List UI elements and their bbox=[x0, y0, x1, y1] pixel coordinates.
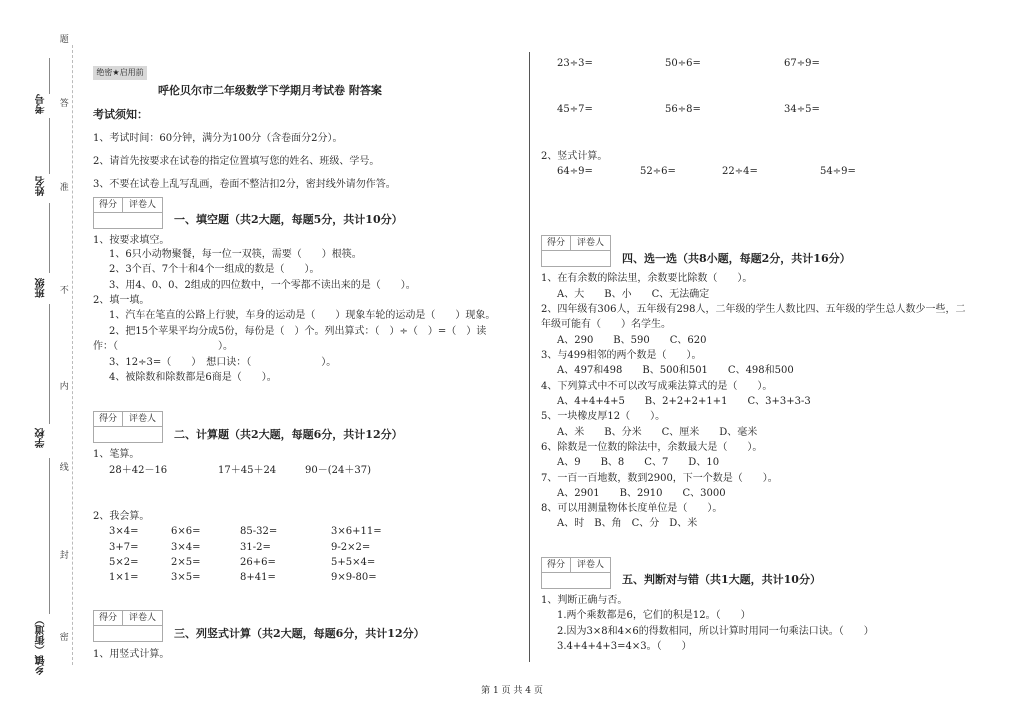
math-expression: 28＋42－16 bbox=[109, 465, 168, 476]
grader-label: 评卷人 bbox=[571, 236, 610, 251]
question-line: 4、被除数和除数都是6商是（ ）。 bbox=[109, 372, 277, 383]
math-expression: 9-2×2= bbox=[331, 542, 371, 553]
question-line: 1、汽车在笔直的公路上行驶，车身的运动是（ ）现象车轮的运动是（ ）现象。 bbox=[109, 310, 496, 321]
math-expression: 52÷6= bbox=[640, 166, 676, 177]
class-label: 班级 bbox=[36, 278, 47, 298]
page-title: 呼伦贝尔市二年级数学下学期月考试卷 附答案 bbox=[158, 84, 382, 97]
seal-char: 准 bbox=[57, 182, 68, 191]
score-box bbox=[93, 411, 163, 443]
question-line: 7、一百一百地数，数到2900，下一个数是（ ）。 bbox=[541, 473, 778, 484]
score-label: 得分 bbox=[542, 236, 571, 251]
math-expression: 3×6+11= bbox=[331, 526, 382, 537]
math-expression: 22÷4= bbox=[722, 166, 758, 177]
question-line: 1、在有余数的除法里，余数要比除数（ ）。 bbox=[541, 273, 753, 284]
score-label: 得分 bbox=[94, 412, 123, 427]
column-divider bbox=[529, 52, 530, 662]
school-line bbox=[49, 304, 50, 424]
math-expression: 17＋45＋24 bbox=[218, 465, 277, 476]
question-line: 2、我会算。 bbox=[93, 511, 150, 522]
grader-label: 评卷人 bbox=[123, 611, 162, 626]
math-expression: 31-2= bbox=[240, 542, 271, 553]
name-line bbox=[49, 118, 50, 174]
question-line: 2、填一填。 bbox=[93, 295, 150, 306]
math-expression: 67÷9= bbox=[784, 58, 820, 69]
score-label: 得分 bbox=[94, 611, 123, 626]
question-line: 3、用4、0、0、2组成的四位数中，一个零都不读出来的是（ ）。 bbox=[109, 280, 416, 291]
seal-char: 线 bbox=[57, 462, 68, 471]
grader-label: 评卷人 bbox=[571, 558, 610, 573]
seal-char: 封 bbox=[57, 550, 68, 559]
math-expression: 50÷6= bbox=[665, 58, 701, 69]
question-line: 3、12÷3=（ ） 想口诀：（ ）。 bbox=[109, 357, 337, 368]
option-line: A、米 B、分米 C、厘米 D、毫米 bbox=[557, 427, 758, 438]
math-expression: 6×6= bbox=[171, 526, 201, 537]
math-expression: 2×5= bbox=[171, 557, 201, 568]
score-box bbox=[93, 197, 163, 229]
grader-label: 评卷人 bbox=[123, 198, 162, 213]
class-line bbox=[49, 203, 50, 273]
question-line: 作：（ ）。 bbox=[93, 341, 233, 352]
question-line: 5、一块橡皮厚12（ ）。 bbox=[541, 411, 666, 422]
math-expression: 3×4= bbox=[109, 526, 139, 537]
question-line: 2、四年级有306人，五年级有298人，二年级的学生人数比四、五年级的学生总人数少一些，二 bbox=[541, 304, 966, 315]
option-line: A、时 B、角 C、分 D、米 bbox=[557, 518, 698, 529]
question-line: 8、可以用测量物体长度单位是（ ）。 bbox=[541, 503, 723, 514]
section-title: 二、计算题（共2大题，每题6分，共计12分） bbox=[174, 428, 403, 441]
confidential-badge: 绝密★启用前 bbox=[93, 66, 147, 80]
score-box bbox=[541, 235, 611, 267]
seal-char: 密 bbox=[57, 632, 68, 641]
section-title: 四、选一选（共8小题，每题2分，共计16分） bbox=[622, 252, 851, 265]
option-line: A、2901 B、2910 C、3000 bbox=[557, 488, 726, 499]
school-label: 学校 bbox=[36, 428, 47, 448]
kaohao-line bbox=[49, 58, 50, 94]
math-expression: 23÷3= bbox=[557, 58, 593, 69]
math-expression: 3×4= bbox=[171, 542, 201, 553]
section-title: 三、列竖式计算（共2大题，每题6分，共计12分） bbox=[174, 627, 425, 640]
notice-title: 考试须知： bbox=[93, 108, 148, 121]
township-line bbox=[49, 458, 50, 614]
seal-line bbox=[72, 45, 73, 665]
question-line: 1、按要求填空。 bbox=[93, 235, 170, 246]
grader-label: 评卷人 bbox=[123, 412, 162, 427]
math-expression: 90－(24＋37) bbox=[305, 465, 371, 476]
page-footer: 第 1 页 共 4 页 bbox=[481, 686, 543, 696]
math-expression: 3×5= bbox=[171, 572, 201, 583]
option-line: A、9 B、8 C、7 D、10 bbox=[557, 457, 720, 468]
score-label: 得分 bbox=[94, 198, 123, 213]
name-label: 姓名 bbox=[36, 176, 47, 196]
question-line: 2、3个百、7个十和4个一组成的数是（ ）。 bbox=[109, 264, 320, 275]
math-expression: 34÷5= bbox=[784, 104, 820, 115]
score-label: 得分 bbox=[542, 558, 571, 573]
option-line: A、290 B、590 C、620 bbox=[557, 335, 707, 346]
question-line: 1、用竖式计算。 bbox=[93, 649, 170, 660]
section-title: 五、判断对与错（共1大题，共计10分） bbox=[622, 573, 821, 586]
math-expression: 26+6= bbox=[240, 557, 276, 568]
question-line: 3、与499相邻的两个数是（ ）。 bbox=[541, 350, 702, 361]
seal-char: 答 bbox=[57, 98, 68, 107]
notice-item: 2、请首先按要求在试卷的指定位置填写您的姓名、班级、学号。 bbox=[93, 156, 380, 167]
seal-char: 题 bbox=[57, 34, 68, 43]
question-line: 1、6只小动物聚餐，每一位一双筷，需要（ ）根筷。 bbox=[109, 249, 362, 260]
seal-char: 内 bbox=[57, 381, 68, 390]
math-expression: 45÷7= bbox=[557, 104, 593, 115]
math-expression: 64÷9= bbox=[557, 166, 593, 177]
section-title: 一、填空题（共2大题，每题5分，共计10分） bbox=[174, 213, 403, 226]
question-line: 4、下列算式中不可以改写成乘法算式的是（ ）。 bbox=[541, 381, 773, 392]
math-expression: 9×9-80= bbox=[331, 572, 377, 583]
question-line: 2、竖式计算。 bbox=[541, 151, 608, 162]
notice-item: 1、考试时间：60分钟，满分为100分（含卷面分2分）。 bbox=[93, 133, 343, 144]
score-box bbox=[541, 557, 611, 589]
score-box bbox=[93, 610, 163, 642]
math-expression: 5×2= bbox=[109, 557, 139, 568]
math-expression: 1×1= bbox=[109, 572, 139, 583]
math-expression: 54÷9= bbox=[820, 166, 856, 177]
option-line: A、4+4+4+5 B、2+2+2+1+1 C、3+3+3-3 bbox=[557, 396, 811, 407]
question-line: 1.两个乘数都是6，它们的积是12。（ ） bbox=[557, 610, 751, 621]
question-line: 2.因为3×8和4×6的得数相同，所以计算时用同一句乘法口诀。（ ） bbox=[557, 626, 874, 637]
notice-item: 3、不要在试卷上乱写乱画，卷面不整洁扣2分，密封线外请勿作答。 bbox=[93, 179, 396, 190]
exam-number-label: 考号 bbox=[36, 94, 47, 114]
question-line: 2、把15个苹果平均分成5份，每份是（ ）个。列出算式：（ ）÷（ ）=（ ）读 bbox=[109, 326, 487, 337]
math-expression: 85-32= bbox=[240, 526, 278, 537]
math-expression: 8+41= bbox=[240, 572, 276, 583]
option-line: A、497和498 B、500和501 C、498和500 bbox=[557, 365, 794, 376]
question-line: 年级可能有（ ）名学生。 bbox=[541, 319, 671, 330]
question-line: 1、笔算。 bbox=[93, 449, 140, 460]
math-expression: 3+7= bbox=[109, 542, 139, 553]
township-label: 乡镇（街道） bbox=[36, 615, 47, 675]
question-line: 6、除数是一位数的除法中，余数最大是（ ）。 bbox=[541, 442, 763, 453]
seal-char: 不 bbox=[57, 285, 68, 294]
math-expression: 56÷8= bbox=[665, 104, 701, 115]
option-line: A、大 B、小 C、无法确定 bbox=[557, 289, 710, 300]
math-expression: 5+5×4= bbox=[331, 557, 376, 568]
question-line: 3.4+4+4+3=4×3。（ ） bbox=[557, 641, 692, 652]
question-line: 1、判断正确与否。 bbox=[541, 595, 628, 606]
